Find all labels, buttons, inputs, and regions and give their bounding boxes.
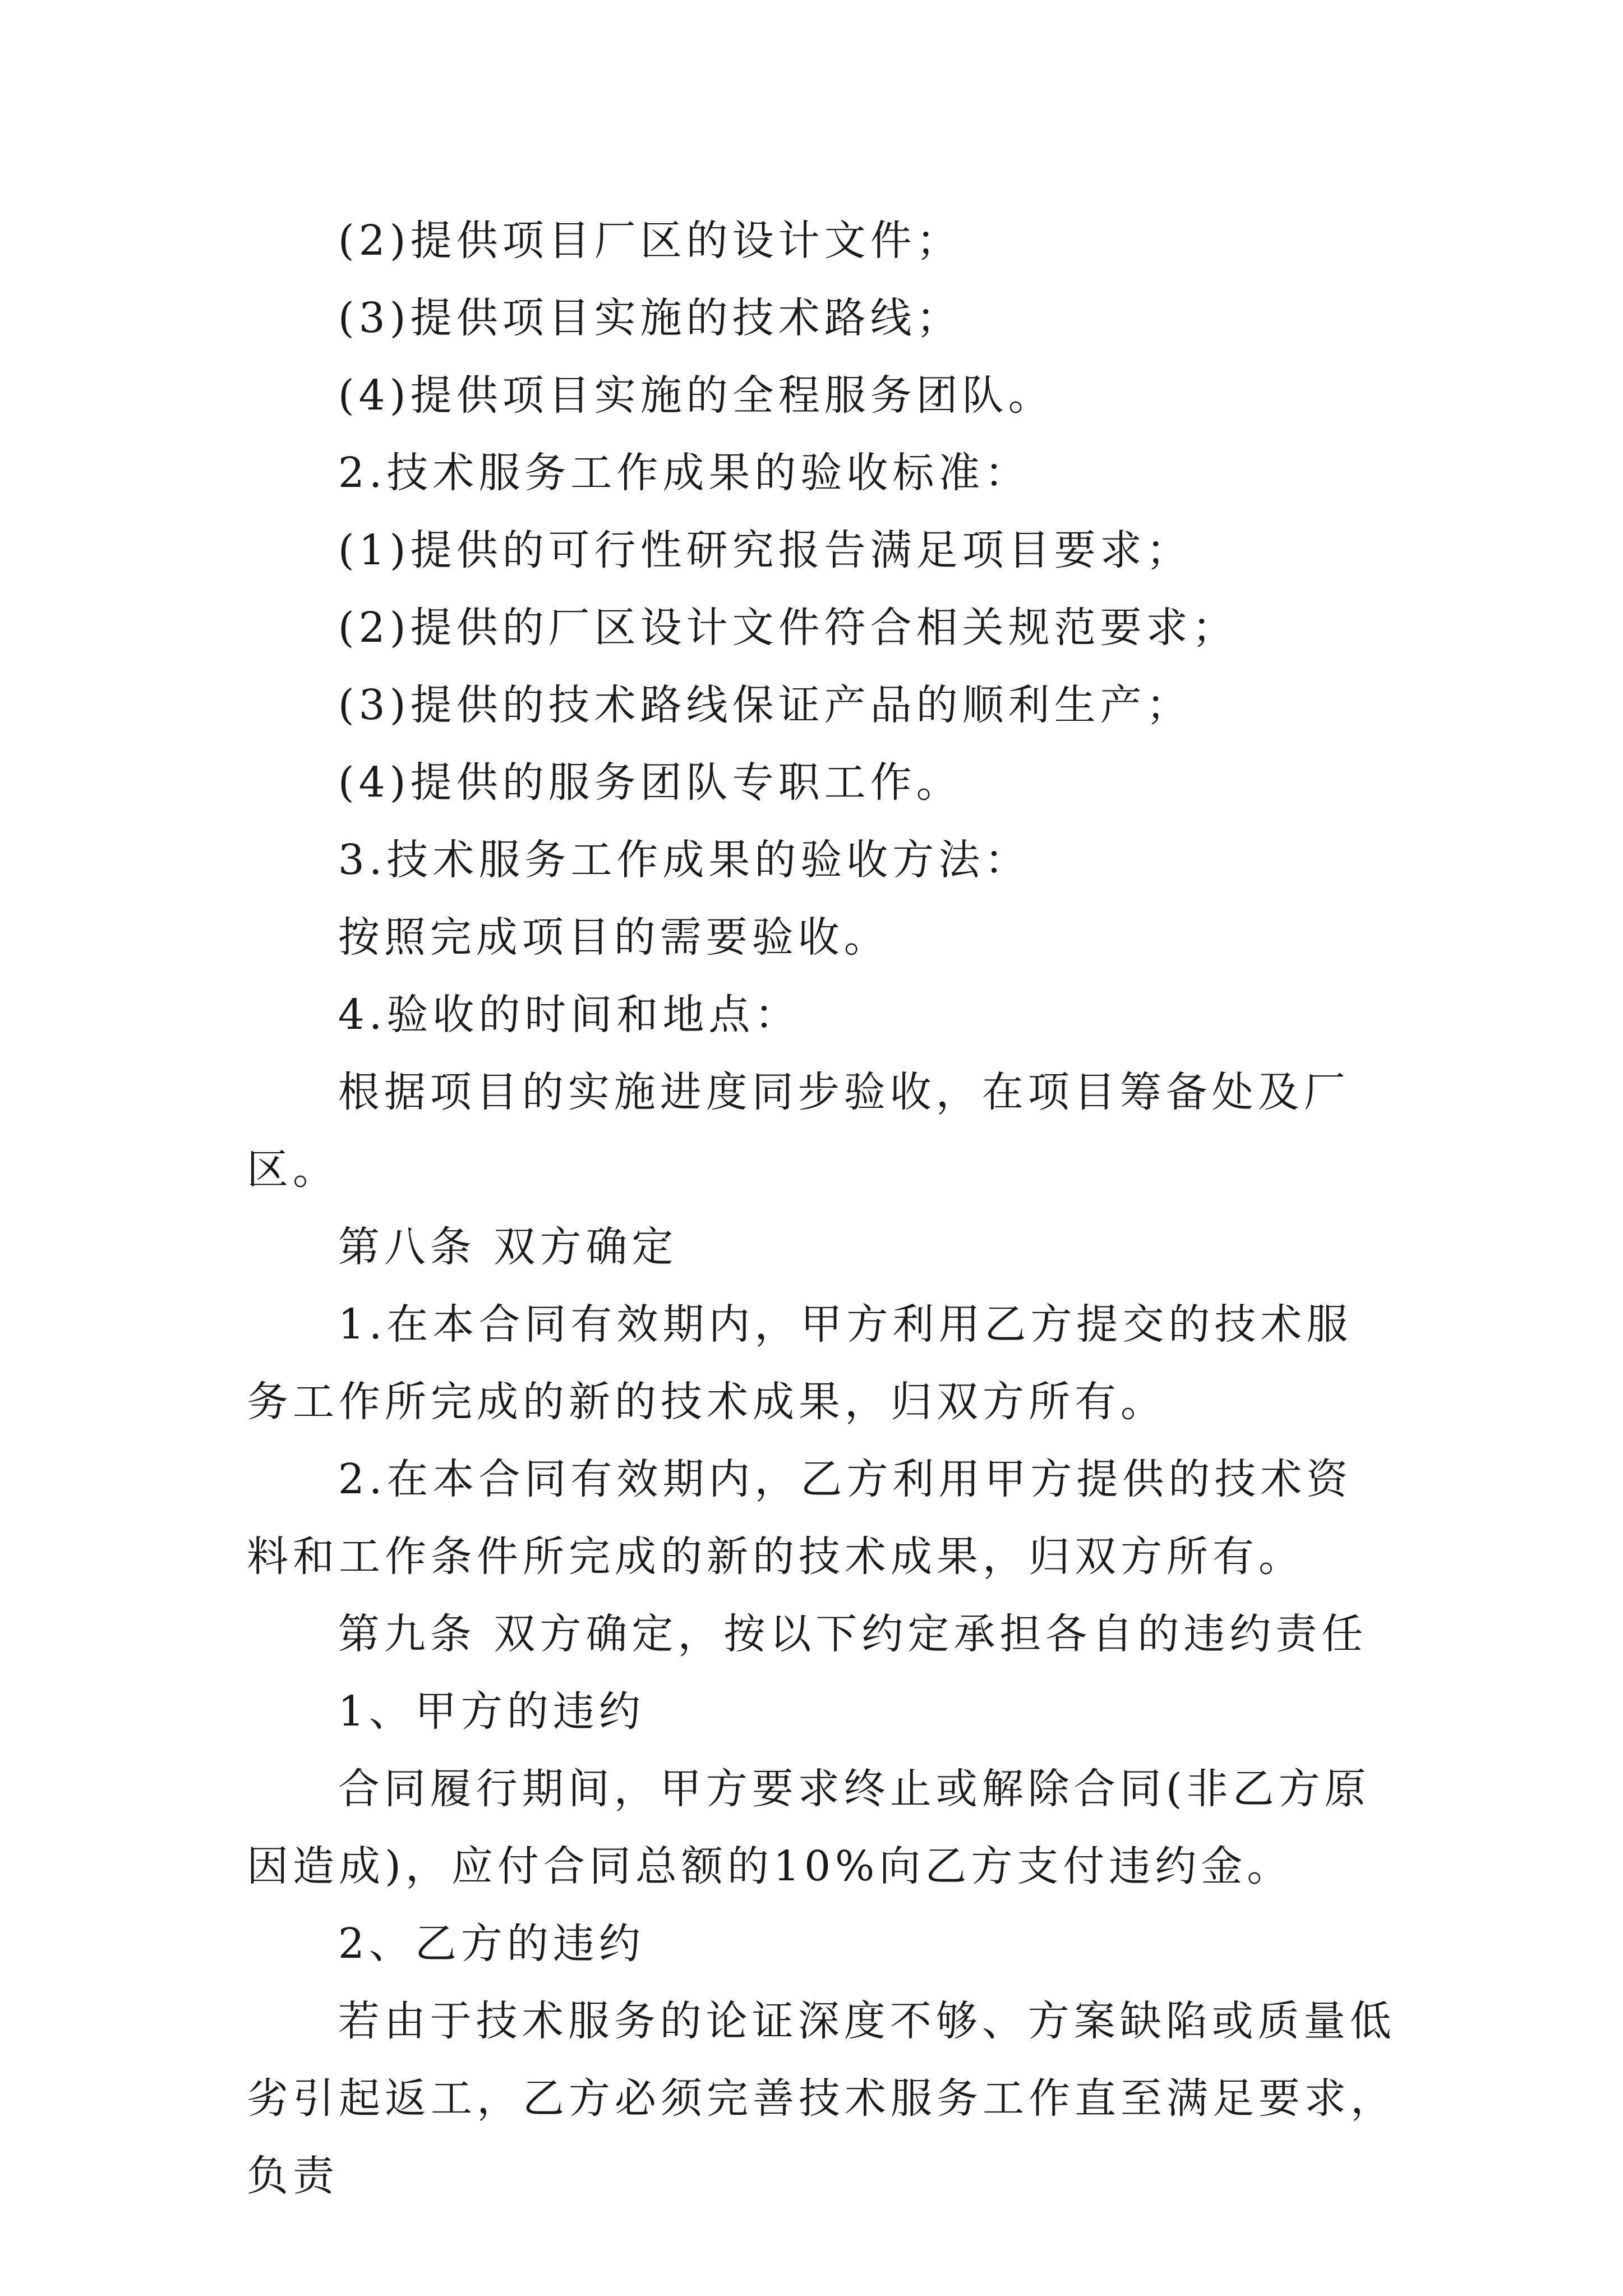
paragraph: 2、乙方的违约 xyxy=(338,1920,645,1968)
paragraph: (3)提供项目实施的技术路线； xyxy=(338,294,962,342)
paragraph: (1)提供的可行性研究报告满足项目要求； xyxy=(338,526,1192,574)
paragraph: 2.技术服务工作成果的验收标准： xyxy=(338,449,1031,497)
paragraph: 2.在本合同有效期内，乙方利用甲方提供的技术资料和工作条件所完成的新的技术成果，归双方所有。 xyxy=(247,1455,1353,1581)
section-heading: 第九条 双方确定，按以下约定承担各自的违约责任 xyxy=(338,1610,1368,1658)
paragraph: 3.技术服务工作成果的验收方法： xyxy=(338,836,1031,884)
paragraph: 若由于技术服务的论证深度不够、方案缺陷或质量低劣引起返工，乙方必须完善技术服务工作直至满足要求，负责 xyxy=(247,1997,1396,2200)
paragraph: 1.在本合同有效期内，甲方利用乙方提交的技术服务工作所完成的新的技术成果，归双方所有。 xyxy=(247,1300,1353,1426)
paragraph: 1、甲方的违约 xyxy=(338,1687,645,1736)
paragraph: (2)提供项目厂区的设计文件； xyxy=(338,217,962,265)
paragraph: (4)提供项目实施的全程服务团队。 xyxy=(338,371,1054,420)
paragraph: (2)提供的厂区设计文件符合相关规范要求； xyxy=(338,604,1238,652)
document-body xyxy=(247,202,1396,2215)
section-heading: 第八条 双方确定 xyxy=(338,1223,678,1271)
paragraph: (4)提供的服务团队专职工作。 xyxy=(338,758,962,807)
paragraph: 4.验收的时间和地点： xyxy=(338,991,801,1039)
paragraph: (3)提供的技术路线保证产品的顺利生产； xyxy=(338,681,1192,729)
paragraph: 根据项目的实施进度同步验收，在项目筹备处及厂区。 xyxy=(247,1068,1350,1194)
paragraph: 按照完成项目的需要验收。 xyxy=(338,913,890,961)
paragraph: 合同履行期间，甲方要求终止或解除合同(非乙方原因造成)，应付合同总额的10%向乙方支付违约金。 xyxy=(247,1765,1371,1890)
